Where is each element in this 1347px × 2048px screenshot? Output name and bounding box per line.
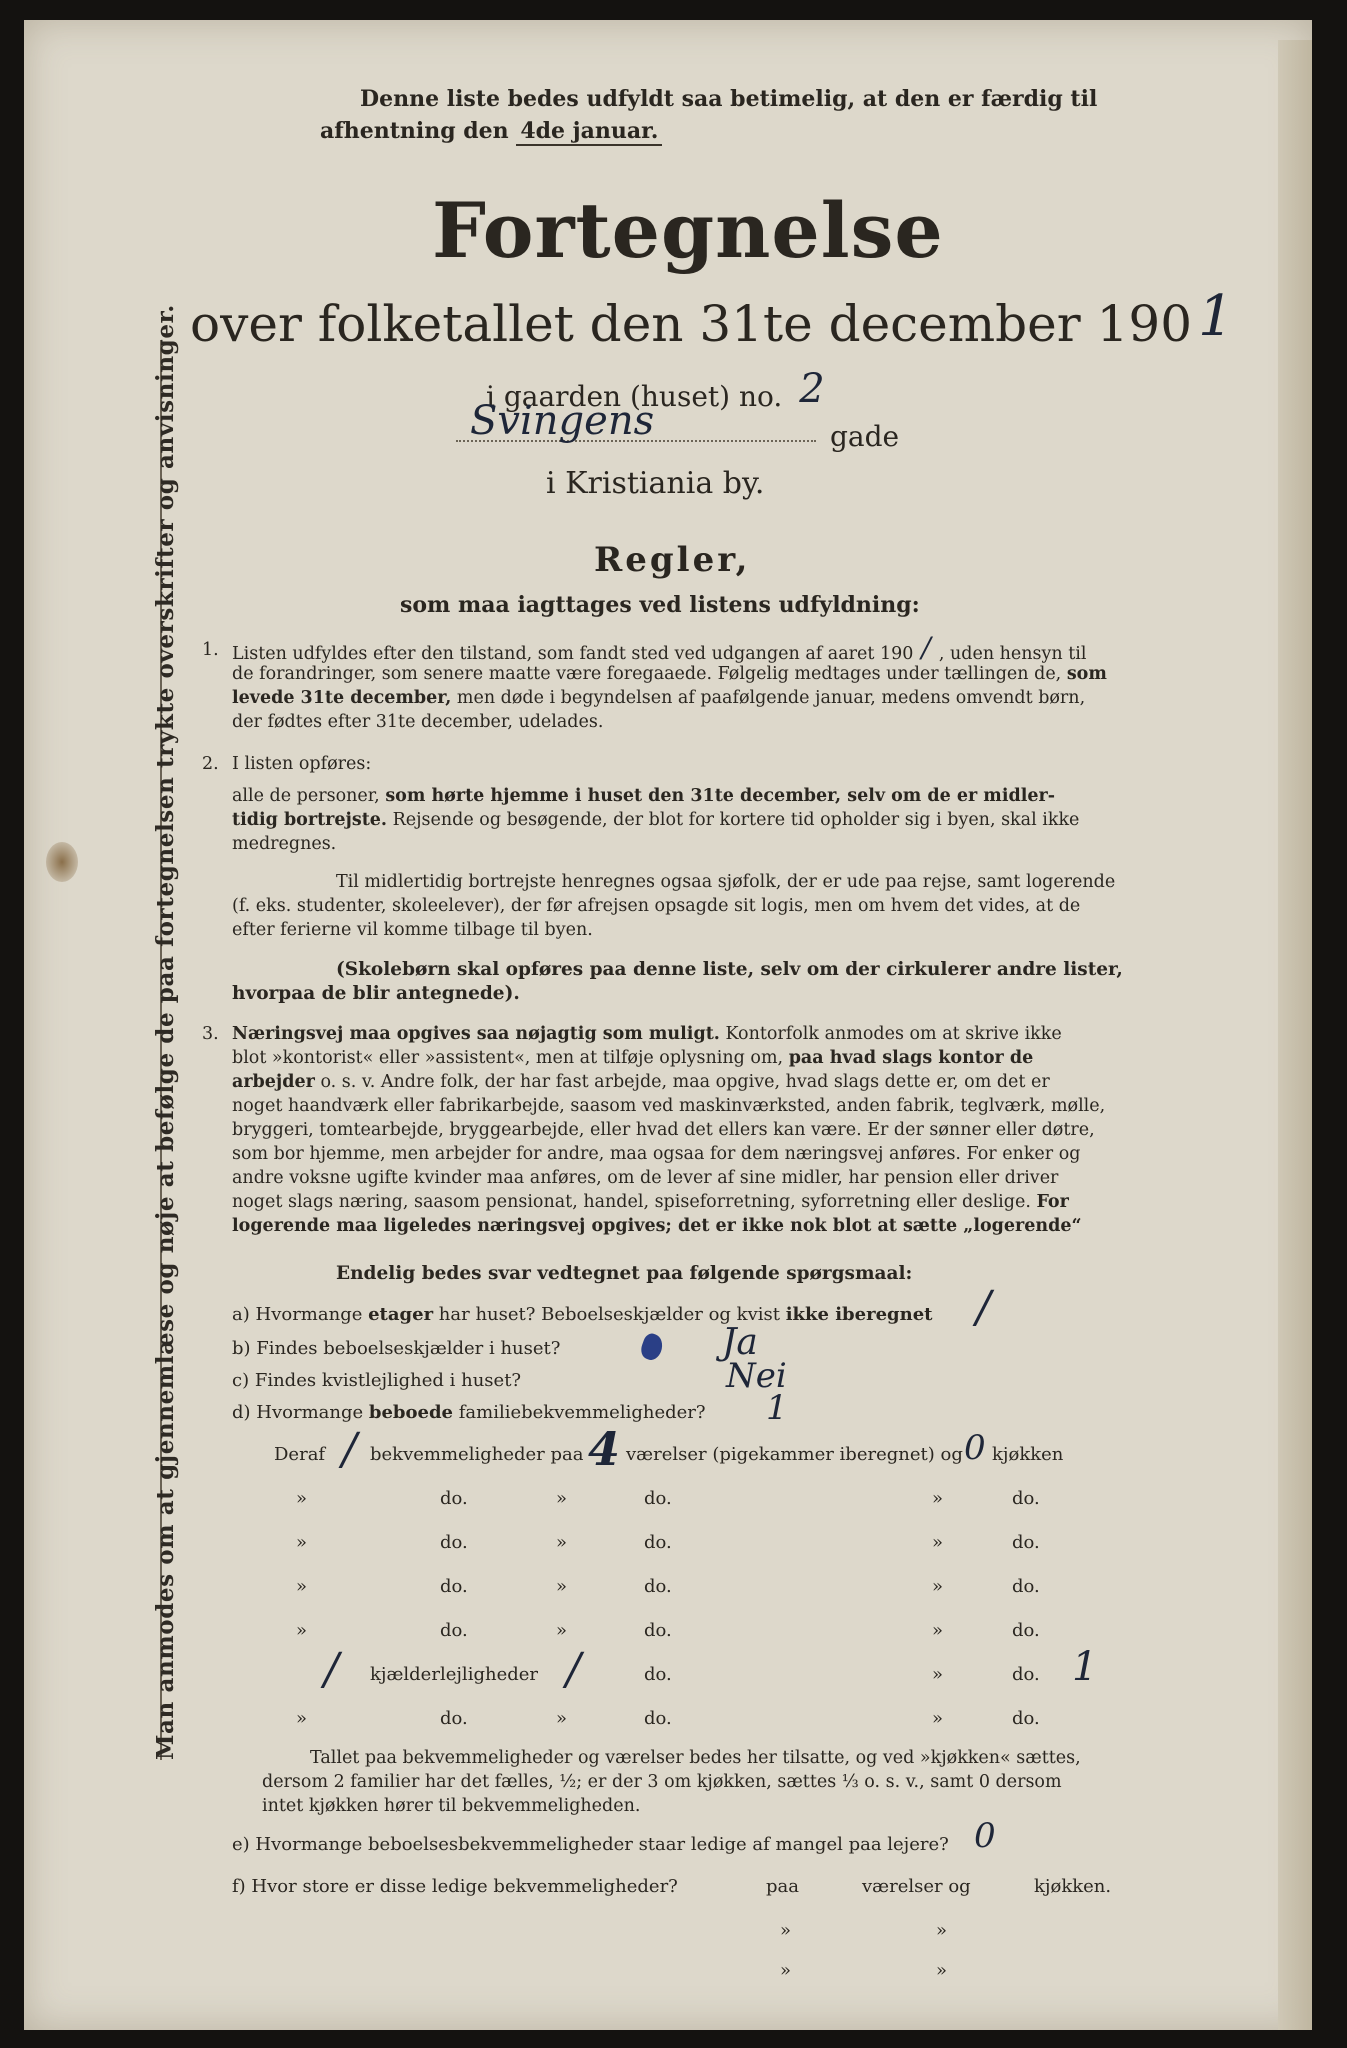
rule-2-line7: efter ferierne vil komme tilbage til byen. — [232, 920, 593, 940]
city: i Kristiania by. — [546, 466, 765, 501]
page-title: Fortegnelse — [432, 186, 944, 275]
ditto-mark: » — [296, 1708, 308, 1729]
kjok-count: 0 — [964, 1428, 986, 1468]
ditto-do: do. — [1012, 1708, 1040, 1729]
question-f: f) Hvor store er disse ledige bekvemmeligheder? — [232, 1876, 678, 1897]
answer-b: Ja — [722, 1322, 758, 1363]
ditto-mark: » — [936, 1960, 948, 1981]
vaer-count: 4 — [588, 1422, 621, 1476]
kjaeld-kjok: 1 — [1072, 1644, 1098, 1690]
ditto-mark: » — [296, 1620, 308, 1641]
ditto-do: do. — [440, 1708, 468, 1729]
answer-d: 1 — [766, 1388, 788, 1428]
rule-2-line5: Til midlertidig bortrejste henregnes ogsaa sjøfolk, der er ude paa rejse, samt logerende — [336, 872, 1116, 892]
questions-intro: Endelig bedes svar vedtegnet paa følgende spørgsmaal: — [336, 1263, 913, 1284]
ditto-do: do. — [440, 1620, 468, 1641]
ditto-mark: » — [780, 1960, 792, 1981]
header-line1: Denne liste bedes udfyldt saa betimelig, at den er færdig til — [360, 86, 1098, 112]
ditto-do: do. — [440, 1532, 468, 1553]
year-handwritten-2: / — [921, 631, 931, 664]
rule-3-line1: Næringsvej maa opgives saa nøjagtig som muligt. Kontorfolk anmodes om at skrive ikke — [232, 1024, 1062, 1044]
rule-3-line9: logerende maa ligeledes næringsvej opgives; det er ikke nok blot at sætte „logerende“ — [232, 1216, 1082, 1236]
f-vaer: værelser og — [862, 1876, 971, 1897]
rules-subheading: som maa iagttages ved listens udfyldning: — [400, 592, 920, 618]
f-kjok: kjøkken. — [1034, 1876, 1112, 1897]
ditto-mark: » — [556, 1532, 568, 1553]
deraf-label: Deraf — [274, 1444, 326, 1465]
rule-2-line1: I listen opføres: — [232, 754, 372, 774]
ditto-do: do. — [644, 1664, 672, 1685]
rule-1-number: 1. — [202, 640, 219, 660]
ditto-mark: » — [780, 1920, 792, 1941]
rule-1-line3: levede 31te december, men døde i begyndelsen af paafølgende januar, medens omvendt børn, — [232, 688, 1086, 708]
street-suffix: gade — [830, 420, 900, 453]
ditto-do: do. — [1012, 1620, 1040, 1641]
year-handwritten: 1 — [1198, 284, 1234, 349]
kjaeld-vaer: / — [566, 1644, 581, 1695]
question-d: d) Hvormange beboede familiebekvemmeligheder? — [232, 1402, 706, 1423]
note-line1: Tallet paa bekvemmeligheder og værelser bedes her tilsatte, og ved »kjøkken« sættes, — [310, 1748, 1081, 1768]
answer-e: 0 — [974, 1816, 996, 1856]
question-b: b) Findes beboelseskjælder i huset? — [232, 1338, 561, 1359]
rule-3-line7: andre voksne ugifte kvinder maa anføres, om de lever af sine midler, har pension eller driver — [232, 1168, 1059, 1188]
bekv-label: bekvemmeligheder paa — [370, 1444, 584, 1465]
answer-a: / — [976, 1282, 991, 1333]
kjaeld-label: kjælderlejligheder — [370, 1664, 538, 1685]
street-name: Svingens — [470, 398, 655, 444]
ditto-mark: » — [296, 1576, 308, 1597]
ditto-mark: » — [932, 1532, 944, 1553]
house-prefix: i gaarden (huset) no. — [486, 380, 783, 413]
ditto-mark: » — [556, 1708, 568, 1729]
note-line2: dersom 2 familier har det fælles, ½; er der 3 om kjøkken, sættes ⅓ o. s. v., samt 0 dersom — [262, 1772, 1062, 1792]
house-number: 2 — [799, 366, 825, 412]
ditto-mark: » — [556, 1576, 568, 1597]
page-edge — [1278, 40, 1312, 2030]
rule-3-line6: som bor hjemme, men arbejder for andre, maa ogsaa for dem næringsvej anføres. For enker og — [232, 1144, 1081, 1164]
rule-2-line6: (f. eks. studenter, skoleelever), der før afrejsen opsagde sit logis, men om hvem det vides, at de — [232, 896, 1081, 916]
kjok-label: kjøkken — [992, 1444, 1064, 1465]
rule-3-line2: blot »kontorist« eller »assistent«, men at tilføje oplysning om, paa hvad slags kontor de — [232, 1048, 1034, 1068]
rule-3-number: 3. — [202, 1024, 219, 1044]
ditto-do: do. — [644, 1620, 672, 1641]
rule-3-line3: arbejder o. s. v. Andre folk, der har fast arbejde, maa opgive, hvad slags dette er, om det er — [232, 1072, 1050, 1092]
question-c: c) Findes kvistlejlighed i huset? — [232, 1370, 522, 1391]
header-line2 — [320, 118, 662, 144]
ditto-mark: » — [296, 1488, 308, 1509]
rule-2-line2: alle de personer, som hørte hjemme i huset den 31te december, selv om de er midler- — [232, 786, 1055, 806]
sidebar-instruction: Man anmodes om at gjennemlæse og nøje at befølge de paa fortegnelsen trykte overskrifter og anvisninger. — [152, 304, 179, 1760]
ditto-do: do. — [644, 1576, 672, 1597]
ditto-mark: » — [556, 1620, 568, 1641]
ditto-do: do. — [644, 1708, 672, 1729]
ditto-do: do. — [1012, 1532, 1040, 1553]
ditto-mark: » — [932, 1488, 944, 1509]
question-e: e) Hvormange beboelsesbekvemmeligheder staar ledige af mangel paa lejere? — [232, 1834, 949, 1855]
rule-3-line4: noget haandværk eller fabrikarbejde, saasom ved maskinværksted, anden fabrik, teglværk, mølle, — [232, 1096, 1106, 1116]
rule-2-number: 2. — [202, 754, 219, 774]
ditto-do: do. — [644, 1532, 672, 1553]
rules-heading: Regler, — [594, 540, 751, 580]
rule-3-line8: noget slags næring, saasom pensionat, handel, spiseforretning, syforretning eller deslige. For — [232, 1192, 1069, 1212]
ditto-do: do. — [440, 1488, 468, 1509]
ditto-mark: » — [932, 1576, 944, 1597]
answer-c: Nei — [726, 1356, 787, 1396]
ditto-mark: » — [932, 1708, 944, 1729]
stain — [46, 842, 78, 882]
header-date: 4de januar. — [516, 118, 662, 146]
ditto-mark: » — [556, 1488, 568, 1509]
ditto-do: do. — [1012, 1488, 1040, 1509]
vaer-label: værelser (pigekammer iberegnet) og — [626, 1444, 963, 1465]
ditto-do: do. — [1012, 1664, 1040, 1685]
ditto-mark: » — [932, 1664, 944, 1685]
deraf-count: / — [342, 1424, 357, 1475]
rule-2-line8: (Skolebørn skal opføres paa denne liste, selv om der cirkulerer andre lister, — [336, 959, 1123, 980]
rule-3-line5: bryggeri, tomtearbejde, bryggearbejde, eller hvad det ellers kan være. Er der sønner eller døtre, — [232, 1120, 1095, 1140]
rule-2-line3: tidig bortrejste. Rejsende og besøgende, der blot for kortere tid opholder sig i byen, skal ikke — [232, 810, 1080, 830]
rule-2-line9: hvorpaa de blir antegnede). — [232, 983, 520, 1004]
question-a: a) Hvormange etager har huset? Beboelseskjælder og kvist ikke iberegnet — [232, 1304, 933, 1325]
ditto-do: do. — [644, 1488, 672, 1509]
ditto-mark: » — [296, 1532, 308, 1553]
rule-2-line4: medregnes. — [232, 834, 337, 854]
header-line2-prefix: afhentning den — [320, 118, 509, 144]
ditto-mark: » — [932, 1620, 944, 1641]
ditto-do: do. — [440, 1576, 468, 1597]
ditto-mark: » — [936, 1920, 948, 1941]
kjaeld-count: / — [324, 1644, 339, 1695]
f-paa: paa — [766, 1876, 799, 1897]
subtitle-text: over folketallet den 31te december 190 — [190, 295, 1193, 353]
rule-1-line4: der fødtes efter 31te december, udelades. — [232, 712, 604, 732]
ditto-do: do. — [1012, 1576, 1040, 1597]
rule-1-line1: Listen udfyldes efter den tilstand, som fandt sted ved udgangen af aaret 190 / , uden hensyn til — [232, 631, 1087, 664]
note-line3: intet kjøkken hører til bekvemmeligheden. — [262, 1796, 641, 1816]
subtitle — [190, 284, 1234, 355]
rule-1-line2: de forandringer, som senere maatte være foregaaede. Følgelig medtages under tællingen de, som — [232, 664, 1107, 684]
